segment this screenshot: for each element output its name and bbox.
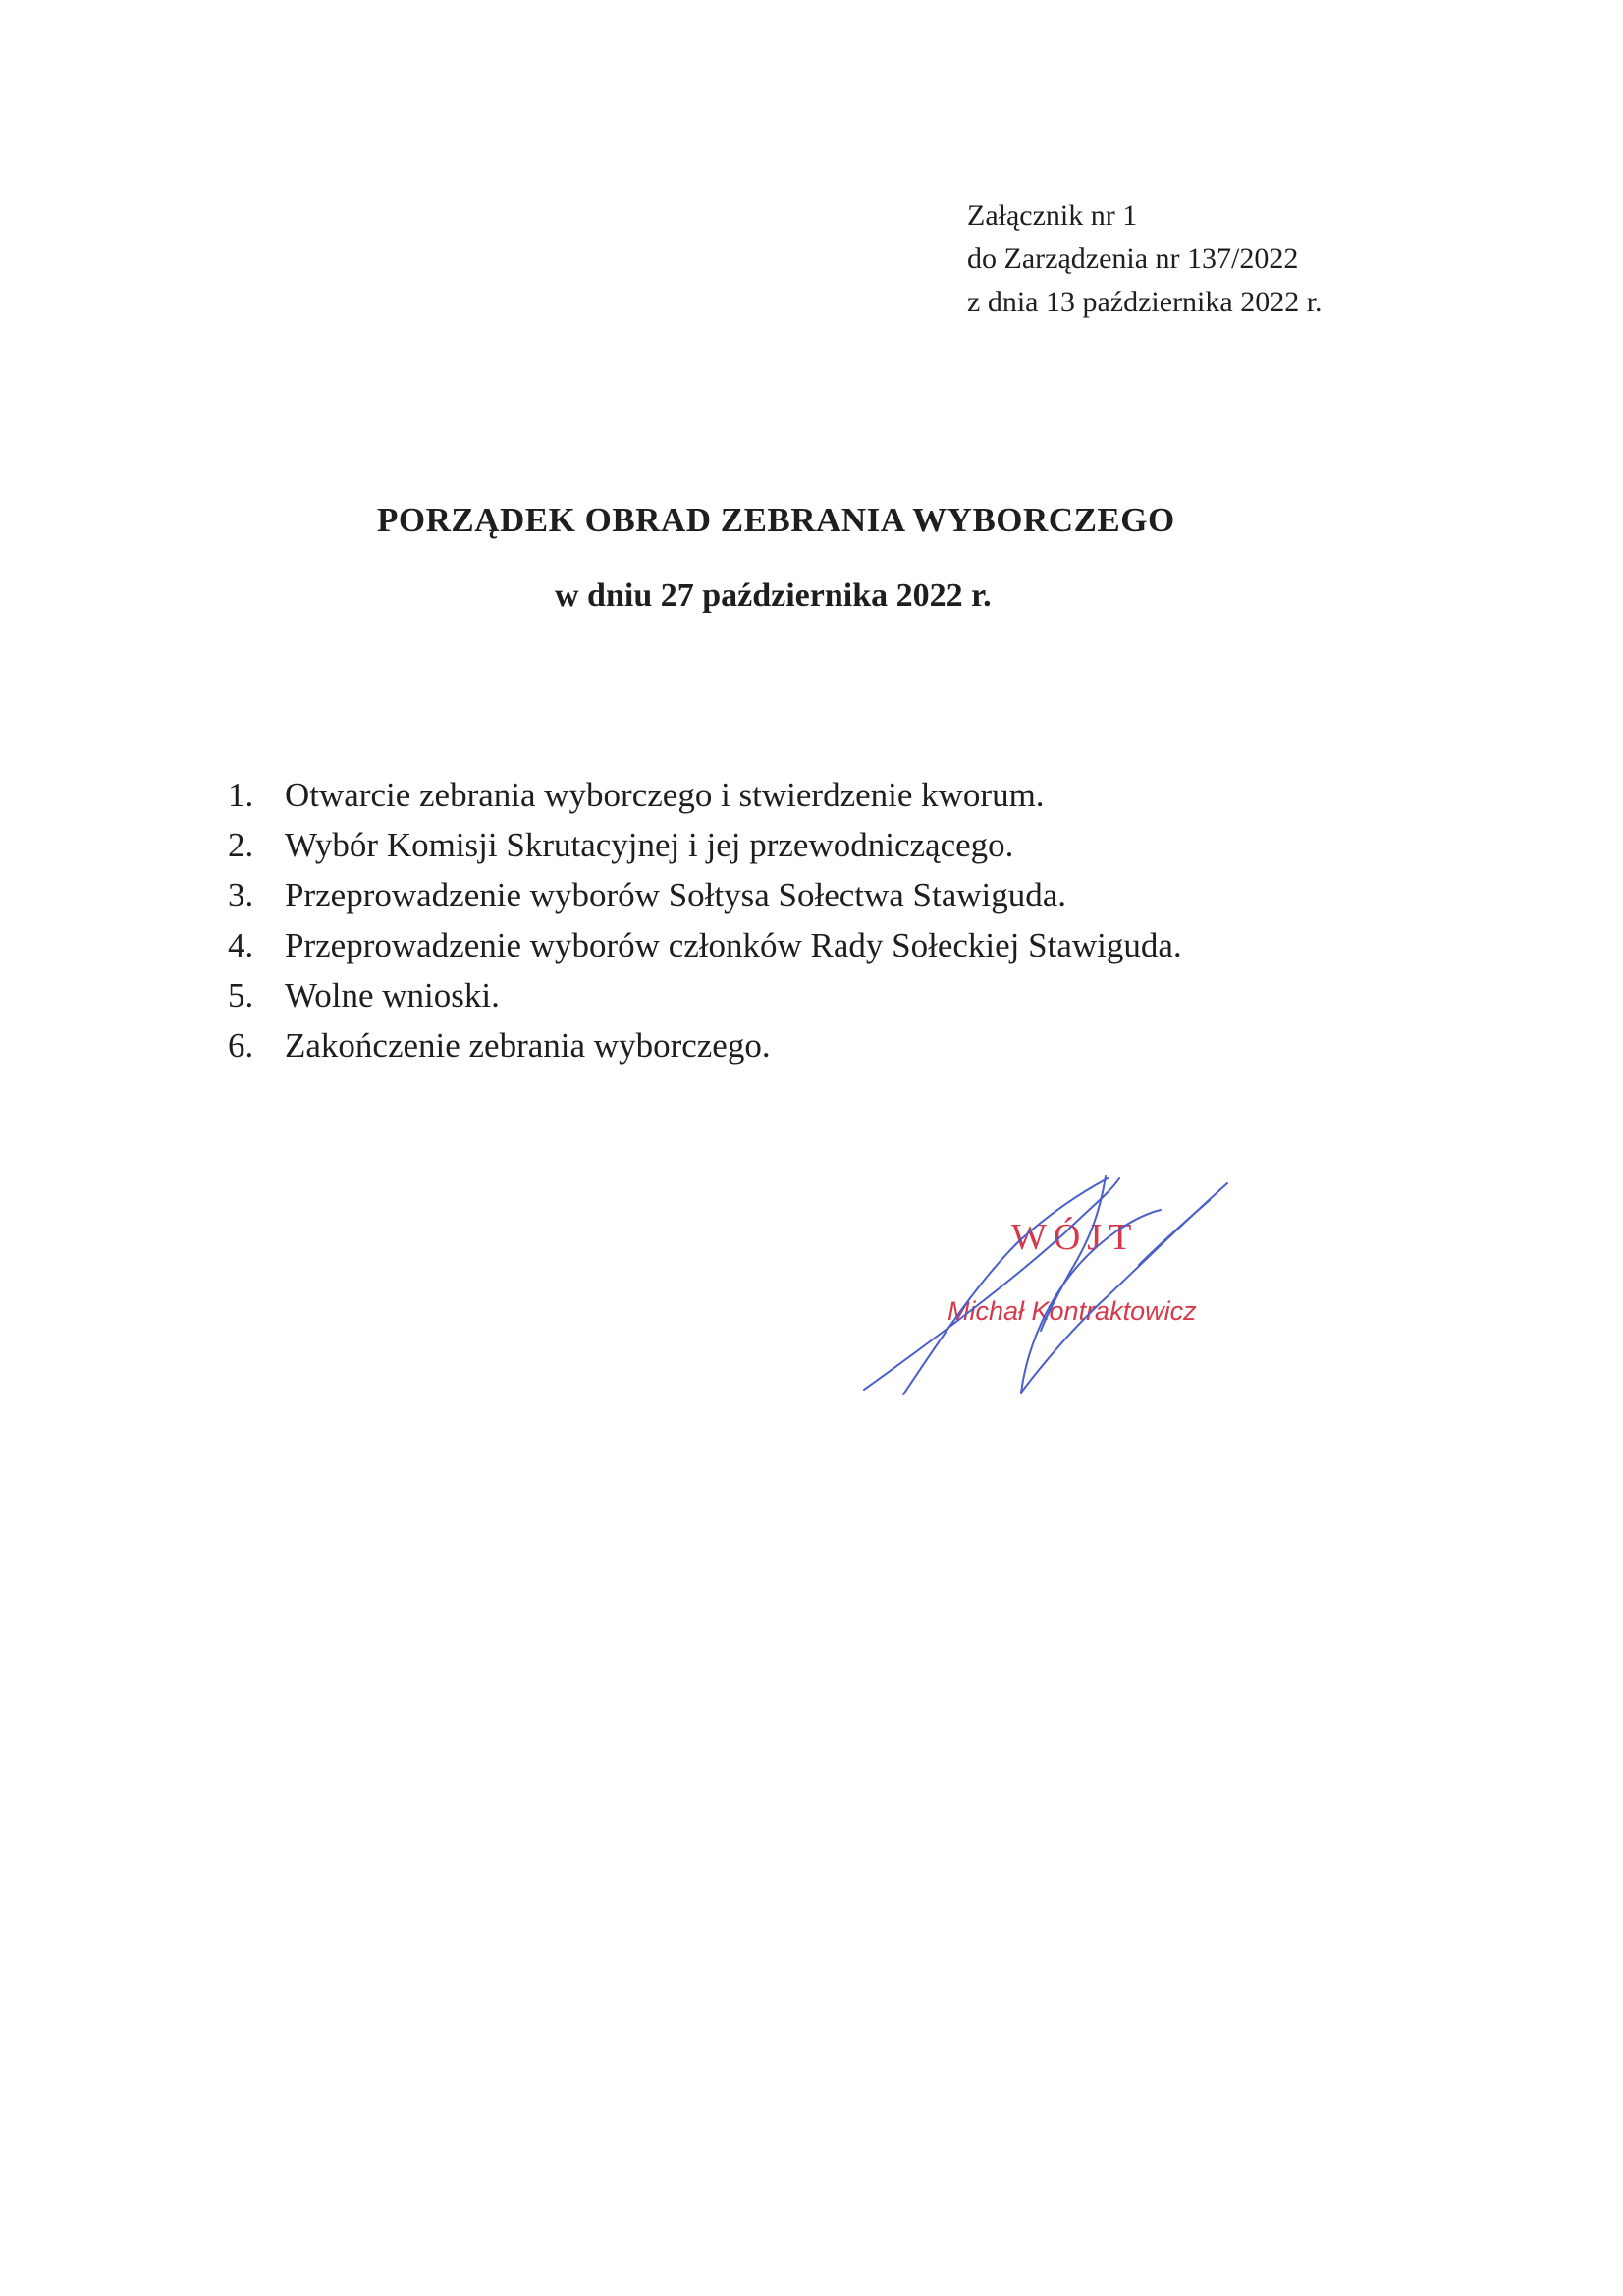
agenda-item-text: Przeprowadzenie wyborów członków Rady Sołeckiej Stawiguda. [285, 926, 1182, 964]
stamp-title: WÓJT [1011, 1217, 1139, 1258]
agenda-item-number: 4. [228, 926, 254, 964]
agenda-item-text: Przeprowadzenie wyborów Sołtysa Sołectwa Stawiguda. [285, 876, 1067, 914]
agenda-item-number: 3. [228, 876, 254, 914]
agenda-item-text: Wybór Komisji Skrutacyjnej i jej przewodniczącego. [285, 826, 1014, 864]
annex-number: Załącznik nr 1 [967, 199, 1138, 232]
agenda-item-text: Otwarcie zebrania wyborczego i stwierdzenie kworum. [285, 776, 1045, 814]
annex-ordinance: do Zarządzenia nr 137/2022 [967, 243, 1299, 275]
document-subtitle: w dniu 27 października 2022 r. [555, 577, 992, 614]
document-title: PORZĄDEK OBRAD ZEBRANIA WYBORCZEGO [377, 501, 1175, 539]
annex-date: z dnia 13 października 2022 r. [967, 286, 1323, 318]
agenda-item-number: 6. [228, 1026, 254, 1065]
agenda-item-text: Wolne wnioski. [285, 976, 500, 1014]
agenda-item-number: 2. [228, 826, 254, 864]
agenda-item-number: 1. [228, 776, 254, 814]
agenda-item-text: Zakończenie zebrania wyborczego. [285, 1026, 771, 1065]
agenda-item-number: 5. [228, 976, 254, 1014]
stamp-name: Michał Kontraktowicz [947, 1296, 1197, 1326]
